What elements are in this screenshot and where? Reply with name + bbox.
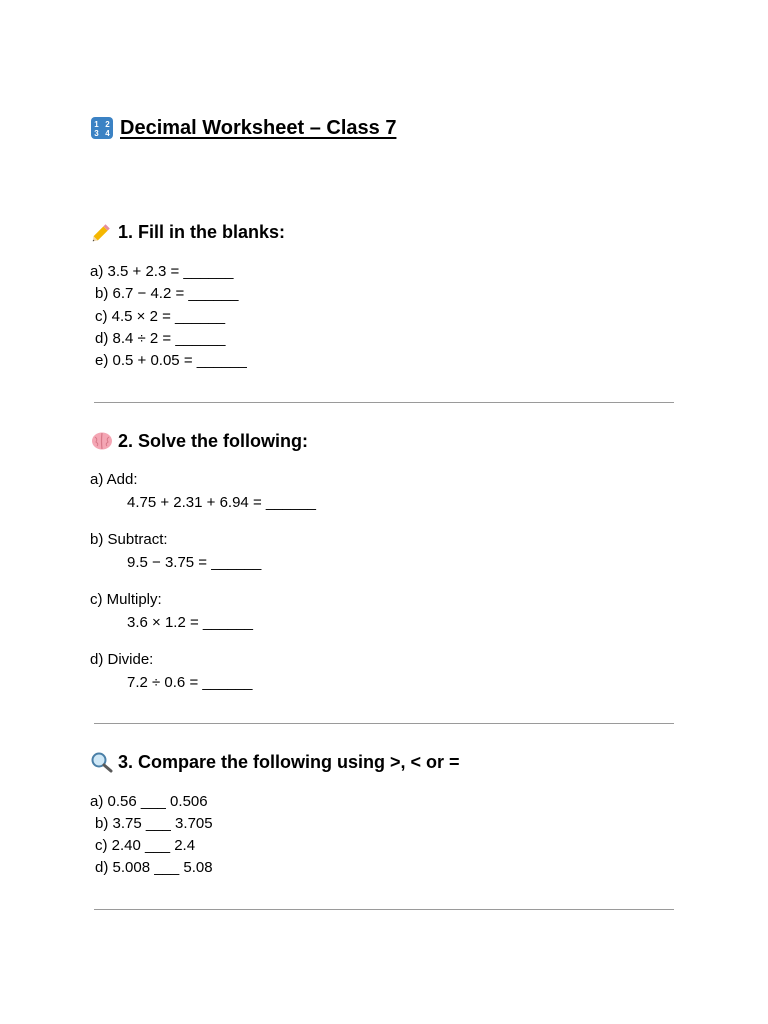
section-3-heading (90, 751, 460, 773)
brain-icon (90, 430, 114, 452)
svg-text:2: 2 (105, 120, 110, 129)
fill-blank-item: a) 3.5 + 2.3 = ______ (90, 263, 234, 280)
fill-blank-item: b) 6.7 − 4.2 = ______ (95, 285, 239, 302)
fill-blank-item: c) 4.5 × 2 = ______ (95, 308, 226, 325)
svg-text:3: 3 (94, 129, 99, 138)
section-1-heading-text: 1. Fill in the blanks: (118, 221, 286, 242)
problem-expression: 4.75 + 2.31 + 6.94 = ______ (127, 494, 316, 511)
svg-text:1: 1 (94, 120, 99, 129)
page-title (90, 116, 396, 140)
compare-item: b) 3.75 ___ 3.705 (95, 815, 213, 832)
section-2-heading-text: 2. Solve the following: (118, 430, 309, 451)
problem-expression: 3.6 × 1.2 = ______ (127, 614, 253, 631)
magnifying-glass-icon (90, 751, 114, 773)
section-2-heading (90, 430, 308, 452)
compare-item: c) 2.40 ___ 2.4 (95, 837, 196, 854)
input-numbers-icon (90, 116, 114, 140)
section-divider (94, 402, 674, 403)
section-divider (94, 723, 674, 724)
compare-item: a) 0.56 ___ 0.506 (90, 793, 208, 810)
problem-expression: 7.2 ÷ 0.6 = ______ (127, 674, 253, 691)
section-3-heading-text: 3. Compare the following using >, < or = (118, 751, 460, 772)
problem-label: c) Multiply: (90, 591, 162, 608)
fill-blank-item: e) 0.5 + 0.05 = ______ (95, 352, 247, 369)
problem-label: a) Add: (90, 471, 138, 488)
compare-item: d) 5.008 ___ 5.08 (95, 859, 213, 876)
problem-label: b) Subtract: (90, 531, 168, 548)
problem-expression: 9.5 − 3.75 = ______ (127, 554, 262, 571)
page-title-text: Decimal Worksheet – Class 7 (120, 116, 397, 139)
svg-text:4: 4 (105, 129, 110, 138)
problem-label: d) Divide: (90, 651, 154, 668)
pencil-icon (90, 221, 114, 243)
section-divider (94, 909, 674, 910)
section-1-heading (90, 221, 285, 243)
fill-blank-item: d) 8.4 ÷ 2 = ______ (95, 330, 226, 347)
